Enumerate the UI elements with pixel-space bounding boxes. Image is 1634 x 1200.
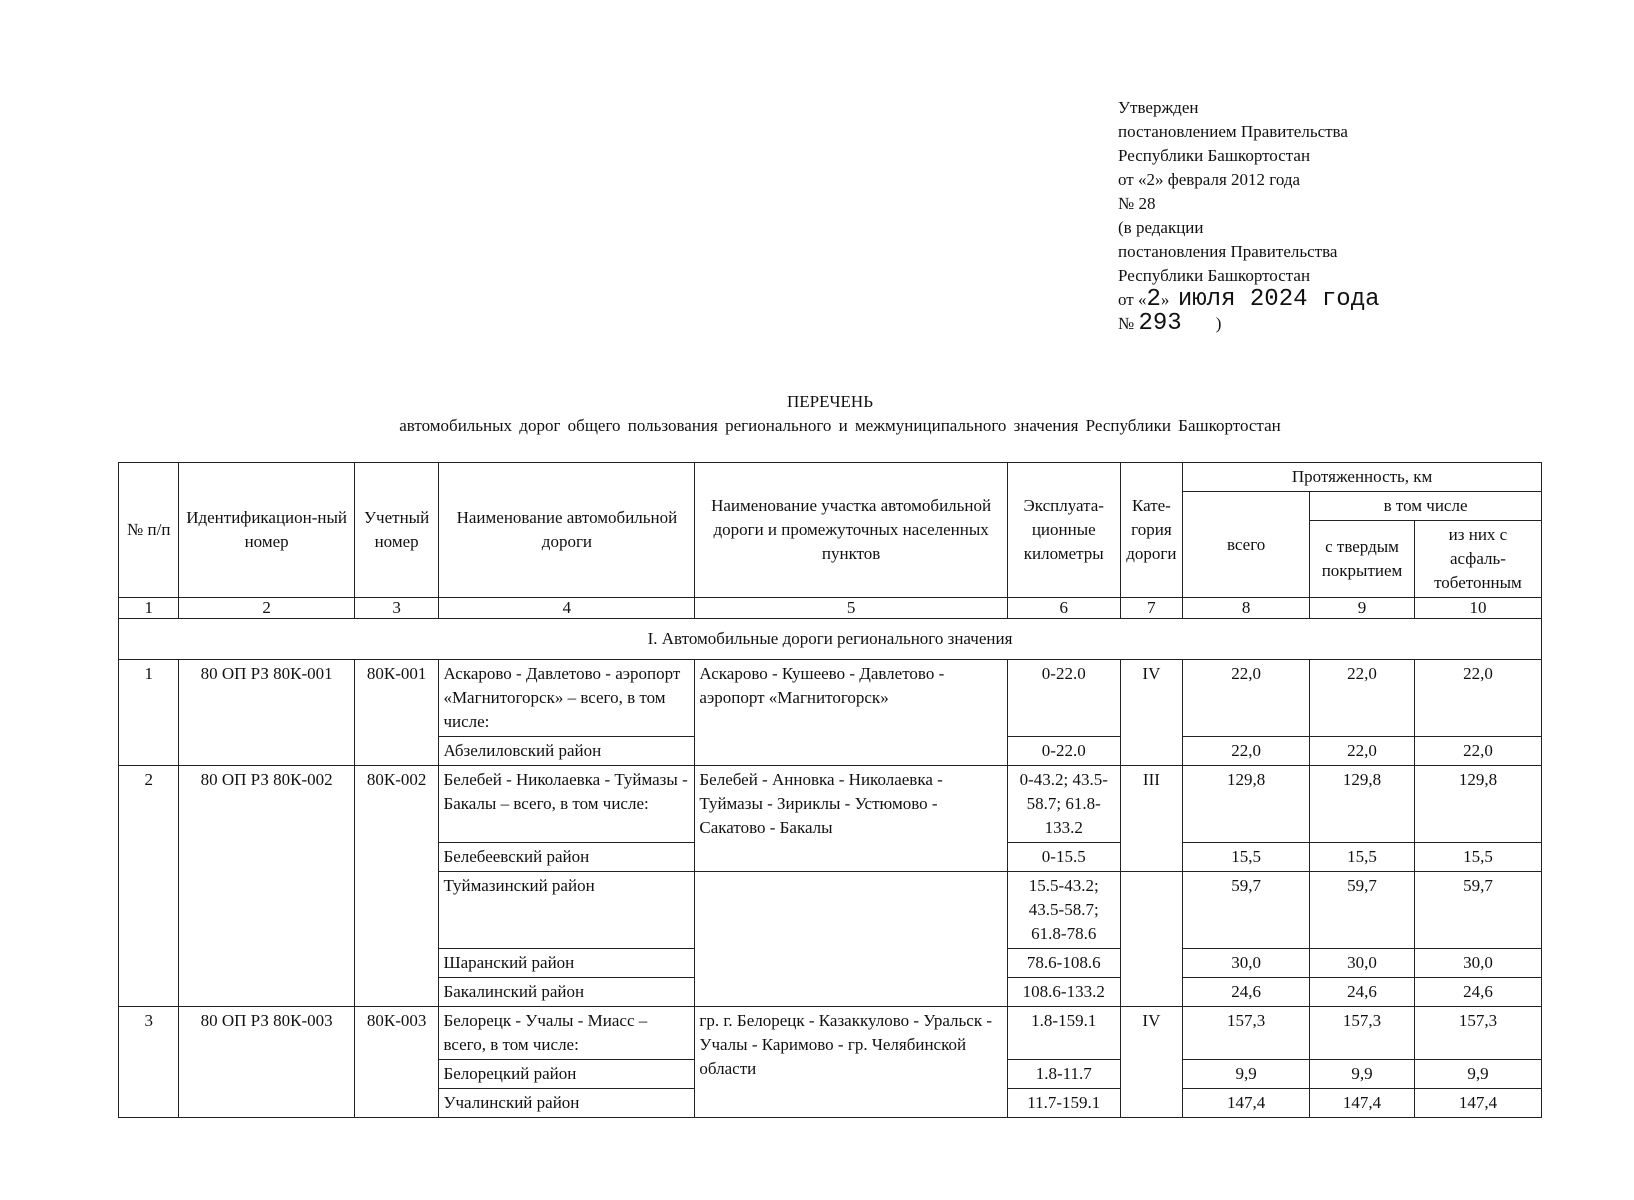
district-km: 15.5-43.2; 43.5-58.7; 61.8-78.6 xyxy=(1007,872,1120,949)
road-asphalt: 157,3 xyxy=(1414,1007,1541,1060)
road-category: IV xyxy=(1120,660,1182,766)
road-id: 80 ОП РЗ 80К-003 xyxy=(179,1007,354,1118)
header-section-name: Наименование участка автомобильной дороги и промежуточных населенных пунктов xyxy=(695,463,1007,598)
approval-number-prefix: № xyxy=(1118,314,1135,333)
district-km: 0-22.0 xyxy=(1007,737,1120,766)
column-number: 8 xyxy=(1183,598,1310,619)
district-asphalt: 22,0 xyxy=(1414,737,1541,766)
road-section: Белебей - Анновка - Николаевка - Туймазы - Зириклы - Устюмово - Сакатово - Бакалы xyxy=(695,766,1007,872)
district-asphalt: 30,0 xyxy=(1414,949,1541,978)
road-asphalt: 22,0 xyxy=(1414,660,1541,737)
district-km: 11.7-159.1 xyxy=(1007,1089,1120,1118)
district-name: Бакалинский район xyxy=(439,978,695,1007)
header-km: Эксплуата-ционные километры xyxy=(1007,463,1120,598)
road-num: 1 xyxy=(119,660,179,766)
column-number: 7 xyxy=(1120,598,1182,619)
road-km: 0-43.2; 43.5-58.7; 61.8-133.2 xyxy=(1007,766,1120,843)
column-number-row xyxy=(119,598,1542,619)
district-km: 1.8-11.7 xyxy=(1007,1060,1120,1089)
header-length-group: Протяженность, км xyxy=(1183,463,1542,492)
approval-date-prefix: от « xyxy=(1118,290,1147,309)
road-name: Белебей - Николаевка - Туймазы - Бакалы – всего, в том числе: xyxy=(439,766,695,843)
district-hard: 15,5 xyxy=(1310,843,1415,872)
district-hard: 9,9 xyxy=(1310,1060,1415,1089)
column-number: 9 xyxy=(1310,598,1415,619)
road-id: 80 ОП РЗ 80К-001 xyxy=(179,660,354,766)
district-total: 24,6 xyxy=(1183,978,1310,1007)
table-row xyxy=(119,660,1542,737)
approval-line: постановления Правительства xyxy=(1118,242,1338,261)
road-id: 80 ОП РЗ 80К-002 xyxy=(179,766,354,1007)
road-reg: 80К-001 xyxy=(354,660,439,766)
road-name: Белорецк - Учалы - Миасс – всего, в том числе: xyxy=(439,1007,695,1060)
district-km: 108.6-133.2 xyxy=(1007,978,1120,1007)
district-name: Белебеевский район xyxy=(439,843,695,872)
road-total: 22,0 xyxy=(1183,660,1310,737)
column-number: 1 xyxy=(119,598,179,619)
roads-table xyxy=(118,462,1542,1118)
district-name: Шаранский район xyxy=(439,949,695,978)
district-name: Учалинский район xyxy=(439,1089,695,1118)
road-section: Аскарово - Кушеево - Давлетово - аэропорт «Магнитогорск» xyxy=(695,660,1007,766)
approval-line: (в редакции xyxy=(1118,218,1204,237)
approval-closing-paren: ) xyxy=(1215,314,1222,333)
approval-number-line xyxy=(1118,312,1380,336)
road-reg: 80К-002 xyxy=(354,766,439,1007)
header-category: Кате-гория дороги xyxy=(1120,463,1182,598)
column-number: 6 xyxy=(1007,598,1120,619)
road-reg: 80К-003 xyxy=(354,1007,439,1118)
district-total: 59,7 xyxy=(1183,872,1310,949)
district-total: 15,5 xyxy=(1183,843,1310,872)
district-name: Туймазинский район xyxy=(439,872,695,949)
approval-line: Утвержден xyxy=(1118,98,1199,117)
district-asphalt: 59,7 xyxy=(1414,872,1541,949)
district-hard: 22,0 xyxy=(1310,737,1415,766)
district-total: 9,9 xyxy=(1183,1060,1310,1089)
table-row xyxy=(119,766,1542,843)
district-asphalt: 24,6 xyxy=(1414,978,1541,1007)
table-row xyxy=(119,1007,1542,1060)
district-asphalt: 9,9 xyxy=(1414,1060,1541,1089)
header-row xyxy=(119,463,1542,492)
road-km: 1.8-159.1 xyxy=(1007,1007,1120,1060)
approval-line: № 28 xyxy=(1118,194,1156,213)
approval-stamp xyxy=(1118,96,1380,336)
road-section-blank xyxy=(695,872,1007,1007)
column-number: 5 xyxy=(695,598,1007,619)
road-hard: 157,3 xyxy=(1310,1007,1415,1060)
district-km: 0-15.5 xyxy=(1007,843,1120,872)
document-title: ПЕРЕЧЕНЬ xyxy=(787,392,873,411)
road-hard: 129,8 xyxy=(1310,766,1415,843)
column-number: 2 xyxy=(179,598,354,619)
header-reg: Учетный номер xyxy=(354,463,439,598)
district-asphalt: 147,4 xyxy=(1414,1089,1541,1118)
header-road-name: Наименование автомобильной дороги xyxy=(439,463,695,598)
road-num: 2 xyxy=(119,766,179,1007)
road-total: 157,3 xyxy=(1183,1007,1310,1060)
district-total: 22,0 xyxy=(1183,737,1310,766)
district-hard: 24,6 xyxy=(1310,978,1415,1007)
section-row xyxy=(119,619,1542,660)
column-number: 4 xyxy=(439,598,695,619)
approval-line: постановлением Правительства xyxy=(1118,122,1348,141)
road-num: 3 xyxy=(119,1007,179,1118)
road-name: Аскарово - Давлетово - аэропорт «Магнитогорск» – всего, в том числе: xyxy=(439,660,695,737)
road-hard: 22,0 xyxy=(1310,660,1415,737)
approval-line: от «2» февраля 2012 года xyxy=(1118,170,1301,189)
header-hard: с твердым покрытием xyxy=(1310,521,1415,598)
approval-date-line xyxy=(1118,288,1380,312)
approval-line: Республики Башкортостан xyxy=(1118,266,1311,285)
document-title-block xyxy=(130,390,1530,438)
approval-date-rest: июля 2024 года xyxy=(1177,286,1380,313)
district-hard: 147,4 xyxy=(1310,1089,1415,1118)
road-total: 129,8 xyxy=(1183,766,1310,843)
approval-line: Республики Башкортостан xyxy=(1118,146,1311,165)
header-id: Идентификацион-ный номер xyxy=(179,463,354,598)
header-num: № п/п xyxy=(119,463,179,598)
district-asphalt: 15,5 xyxy=(1414,843,1541,872)
road-category: IV xyxy=(1120,1007,1182,1118)
district-name: Белорецкий район xyxy=(439,1060,695,1089)
column-number: 3 xyxy=(354,598,439,619)
header-total: всего xyxy=(1183,492,1310,598)
document-subtitle: автомобильных дорог общего пользования регионального и межмуниципального значения Республики Башкортостан xyxy=(399,416,1281,435)
road-section: гр. г. Белорецк - Казаккулово - Уральск - Учалы - Каримово - гр. Челябинской области xyxy=(695,1007,1007,1118)
road-km: 0-22.0 xyxy=(1007,660,1120,737)
district-hard: 59,7 xyxy=(1310,872,1415,949)
section-title: I. Автомобильные дороги регионального значения xyxy=(119,619,1542,660)
approval-number-value: 293 xyxy=(1138,310,1182,337)
column-number: 10 xyxy=(1414,598,1541,619)
approval-date-day: 2 xyxy=(1146,286,1161,313)
district-name: Абзелиловский район xyxy=(439,737,695,766)
district-total: 147,4 xyxy=(1183,1089,1310,1118)
district-total: 30,0 xyxy=(1183,949,1310,978)
header-asphalt: из них с асфаль-тобетонным xyxy=(1414,521,1541,598)
district-hard: 30,0 xyxy=(1310,949,1415,978)
road-asphalt: 129,8 xyxy=(1414,766,1541,843)
district-km: 78.6-108.6 xyxy=(1007,949,1120,978)
category-blank xyxy=(1120,872,1182,1007)
road-category: III xyxy=(1120,766,1182,872)
approval-date-suffix: » xyxy=(1160,290,1170,309)
header-incl: в том числе xyxy=(1310,492,1542,521)
